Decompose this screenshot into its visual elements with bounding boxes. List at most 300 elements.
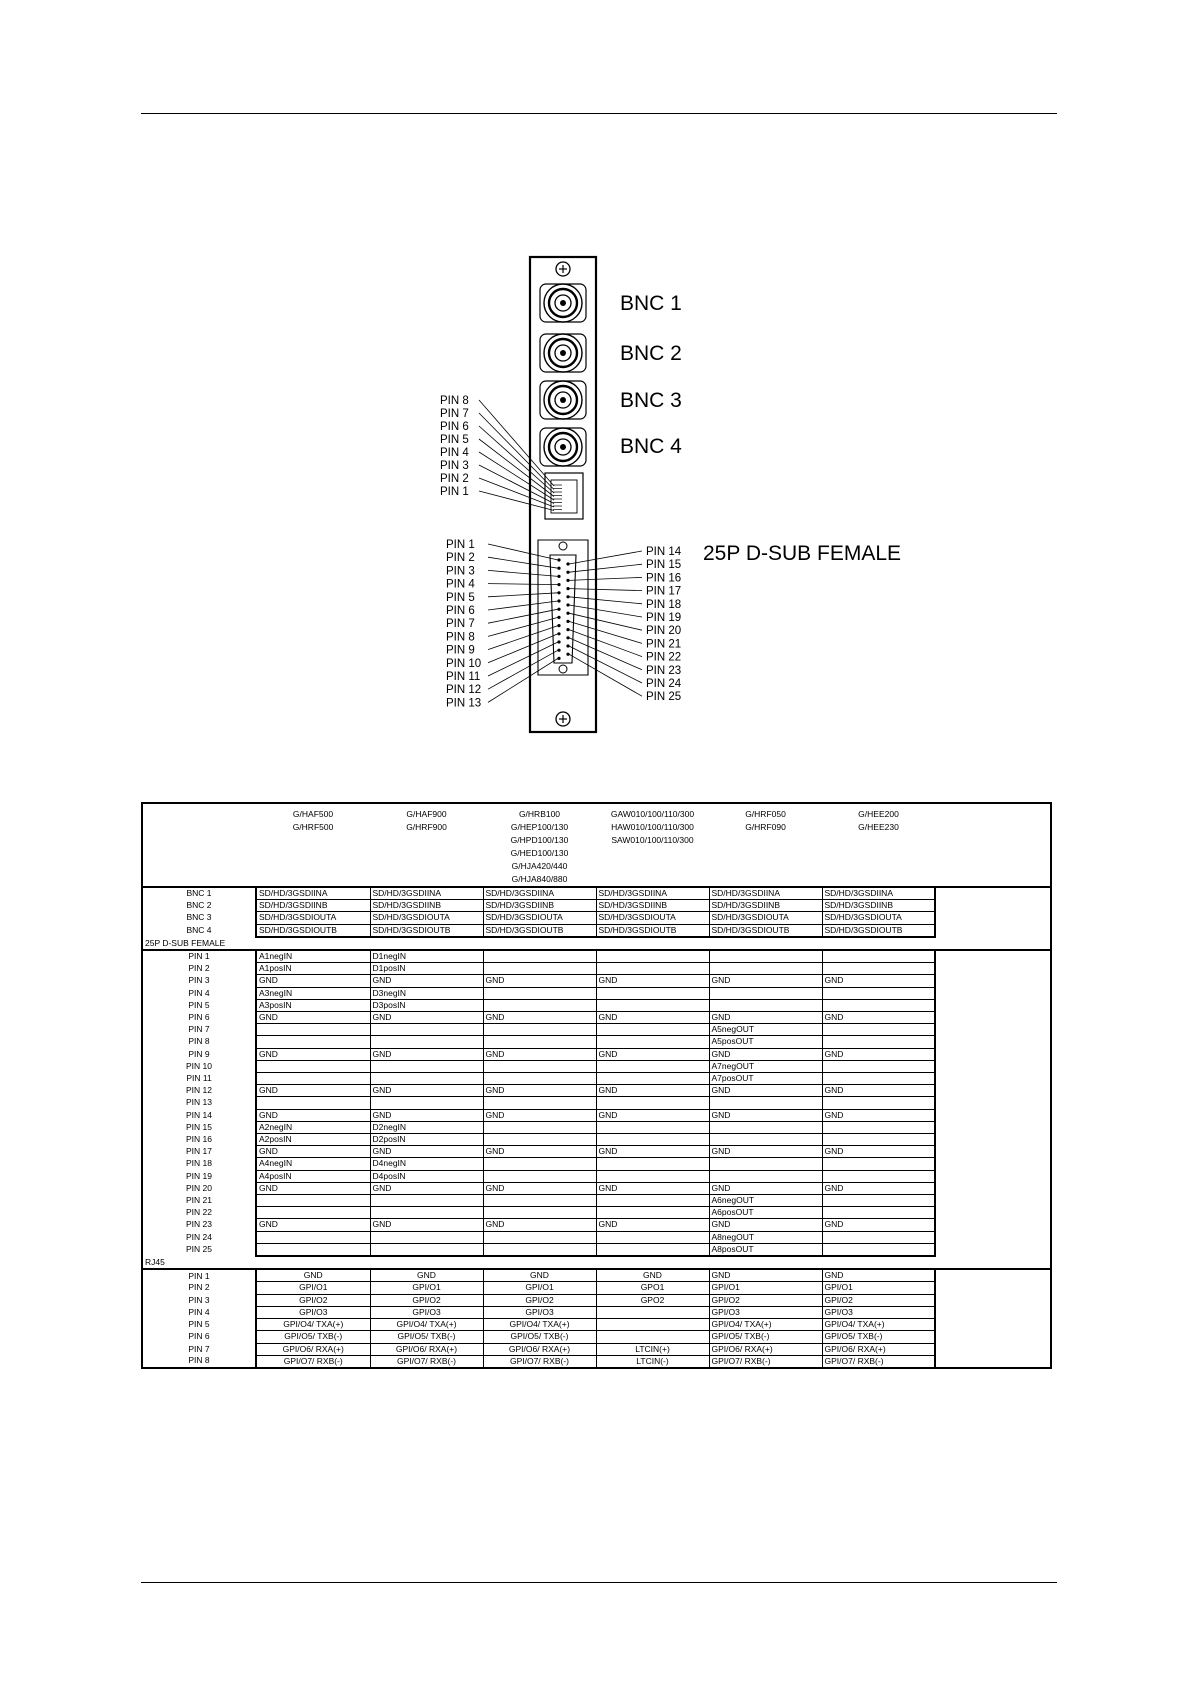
signal-cell: GND: [256, 1219, 370, 1231]
dsub-right-pin-label: PIN 21: [646, 638, 682, 651]
signal-cell: [256, 1231, 370, 1243]
signal-cell: GND: [709, 1012, 822, 1024]
signal-cell: GND: [822, 975, 935, 987]
signal-cell: GND: [483, 1109, 596, 1121]
signal-cell: GND: [822, 1146, 935, 1158]
table-row: [142, 1073, 1051, 1085]
table-row: [142, 1182, 1051, 1194]
signal-cell: [370, 1060, 483, 1072]
bnc-connector-icon: [540, 428, 586, 466]
signal-cell: [822, 1243, 935, 1256]
signal-cell: [822, 1158, 935, 1170]
signal-cell: [596, 1195, 709, 1207]
signal-cell: GND: [483, 1219, 596, 1231]
signal-cell: GND: [370, 1012, 483, 1024]
signal-cell: SD/HD/3GSDIOUTA: [596, 912, 709, 924]
pin-label-cell: PIN 15: [142, 1121, 256, 1133]
model-name: G/HJA420/440: [511, 861, 568, 871]
signal-cell: GND: [709, 1085, 822, 1097]
signal-cell: GPI/O3: [709, 1306, 822, 1318]
model-name: G/HEE200: [858, 809, 899, 819]
pin-label-cell: PIN 23: [142, 1219, 256, 1231]
pin-label-cell: PIN 9: [142, 1048, 256, 1060]
spacer-cell: [935, 1109, 1051, 1121]
dsub-left-pin-label: PIN 4: [446, 578, 475, 591]
pin-label-cell: PIN 2: [142, 1282, 256, 1294]
signal-cell: [483, 1207, 596, 1219]
signal-cell: GND: [709, 1182, 822, 1194]
signal-cell: [822, 950, 935, 963]
signal-cell: GPI/O6/ RXA(+): [256, 1343, 370, 1355]
signal-cell: SD/HD/3GSDIOUTB: [483, 924, 596, 937]
dsub-right-pin-label: PIN 18: [646, 598, 682, 611]
dsub-right-pin-label: PIN 23: [646, 664, 682, 677]
signal-cell: GND: [370, 1048, 483, 1060]
signal-cell: GPI/O6/ RXA(+): [822, 1343, 935, 1355]
signal-cell: A2posIN: [256, 1134, 370, 1146]
pin-label-cell: PIN 14: [142, 1109, 256, 1121]
signal-cell: SD/HD/3GSDIINB: [370, 900, 483, 912]
signal-cell: [483, 1097, 596, 1109]
model-name: G/HED100/130: [510, 848, 569, 858]
pin-label-cell: PIN 20: [142, 1182, 256, 1194]
spacer-cell: [935, 1355, 1051, 1368]
dsub-section-row: [142, 937, 1051, 950]
signal-cell: [596, 987, 709, 999]
signal-cell: SD/HD/3GSDIOUTA: [256, 912, 370, 924]
signal-cell: GND: [256, 1182, 370, 1194]
signal-cell: [483, 1243, 596, 1256]
spacer-cell: [935, 1195, 1051, 1207]
section-label: RJ45: [145, 1257, 165, 1268]
signal-cell: GPI/O4/ TXA(+): [822, 1319, 935, 1331]
pin-label-cell: PIN 6: [142, 1331, 256, 1343]
dsub-right-pin-label: PIN 14: [646, 546, 682, 558]
signal-cell: GND: [822, 1085, 935, 1097]
signal-cell: GPI/O2: [709, 1294, 822, 1306]
dsub-right-pin-label: PIN 19: [646, 612, 682, 624]
table-row: [142, 1109, 1051, 1121]
signal-cell: [256, 1060, 370, 1072]
signal-cell: GND: [370, 1146, 483, 1158]
signal-cell: [596, 1231, 709, 1243]
dsub-left-pin-label: PIN 3: [446, 565, 475, 578]
signal-cell: GND: [256, 1085, 370, 1097]
signal-cell: [483, 1036, 596, 1048]
signal-cell: A4posIN: [256, 1170, 370, 1182]
signal-cell: GND: [596, 1269, 709, 1282]
signal-cell: GND: [483, 1182, 596, 1194]
spacer-cell: [935, 1048, 1051, 1060]
spacer-cell: [935, 1085, 1051, 1097]
pin-label-cell: PIN 16: [142, 1134, 256, 1146]
table-row: [142, 900, 1051, 912]
signal-cell: [483, 1060, 596, 1072]
pin-label-cell: PIN 25: [142, 1243, 256, 1256]
signal-cell: A5posOUT: [709, 1036, 822, 1048]
spacer-cell: [935, 900, 1051, 912]
signal-cell: GPI/O1: [709, 1282, 822, 1294]
signal-cell: A2negIN: [256, 1121, 370, 1133]
signal-cell: [596, 1170, 709, 1182]
signal-cell: SD/HD/3GSDIINB: [596, 900, 709, 912]
signal-cell: A3posIN: [256, 999, 370, 1011]
signal-cell: [256, 1073, 370, 1085]
signal-cell: [483, 1195, 596, 1207]
spacer-cell: [935, 1294, 1051, 1306]
signal-cell: GND: [596, 1182, 709, 1194]
table-row: [142, 1048, 1051, 1060]
table-row: [142, 1319, 1051, 1331]
signal-cell: LTCIN(-): [596, 1355, 709, 1368]
signal-cell: [709, 963, 822, 975]
dsub-left-pin-label: PIN 13: [446, 697, 482, 710]
signal-cell: GND: [256, 1109, 370, 1121]
signal-cell: [596, 1331, 709, 1343]
model-name: G/HRB100: [518, 809, 561, 819]
signal-cell: GPI/O5/ TXB(-): [709, 1331, 822, 1343]
rj45-jack-icon: [545, 473, 583, 519]
rj45-pin-label: PIN 6: [440, 421, 469, 433]
signal-cell: [709, 1158, 822, 1170]
signal-cell: SD/HD/3GSDIOUTB: [596, 924, 709, 937]
signal-cell: GND: [596, 1146, 709, 1158]
table-row: [142, 1282, 1051, 1294]
table-row: [142, 1036, 1051, 1048]
signal-cell: GND: [370, 1085, 483, 1097]
signal-cell: GPI/O2: [483, 1294, 596, 1306]
signal-cell: A1posIN: [256, 963, 370, 975]
dsub-right-pin-label: PIN 17: [646, 585, 682, 598]
signal-cell: GPI/O7/ RXB(-): [483, 1355, 596, 1368]
spacer-cell: [935, 1134, 1051, 1146]
signal-cell: [822, 1036, 935, 1048]
signal-cell: [596, 1121, 709, 1133]
signal-cell: GPI/O3: [256, 1306, 370, 1318]
signal-cell: GPI/O1: [370, 1282, 483, 1294]
signal-cell: [256, 1024, 370, 1036]
pin-label-cell: BNC 2: [142, 900, 256, 912]
signal-cell: GND: [822, 1109, 935, 1121]
spacer-cell: [935, 1306, 1051, 1318]
signal-cell: GND: [370, 1182, 483, 1194]
table-row: [142, 987, 1051, 999]
signal-cell: [709, 1121, 822, 1133]
signal-cell: GPI/O5/ TXB(-): [256, 1331, 370, 1343]
pin-label-cell: PIN 22: [142, 1207, 256, 1219]
signal-cell: GND: [256, 975, 370, 987]
signal-cell: [596, 1097, 709, 1109]
bnc-label: BNC 1: [620, 292, 682, 315]
spacer-cell: [935, 1121, 1051, 1133]
signal-cell: GPI/O5/ TXB(-): [822, 1331, 935, 1343]
spacer-cell: [935, 1073, 1051, 1085]
signal-cell: [483, 1134, 596, 1146]
table-row: [142, 1012, 1051, 1024]
signal-cell: D3posIN: [370, 999, 483, 1011]
pin-label-cell: PIN 4: [142, 987, 256, 999]
spacer-cell: [935, 887, 1051, 900]
signal-cell: [256, 1036, 370, 1048]
table-row: [142, 887, 1051, 900]
model-header-cell: [822, 803, 935, 887]
bnc-label: BNC 4: [620, 435, 682, 458]
signal-cell: [822, 987, 935, 999]
signal-cell: GND: [370, 1109, 483, 1121]
signal-cell: GPI/O7/ RXB(-): [709, 1355, 822, 1368]
signal-cell: GPI/O6/ RXA(+): [709, 1343, 822, 1355]
spacer-cell: [935, 975, 1051, 987]
signal-cell: GND: [596, 1219, 709, 1231]
table-row: [142, 1355, 1051, 1368]
signal-cell: D1negIN: [370, 950, 483, 963]
signal-cell: GND: [596, 975, 709, 987]
table-row: [142, 963, 1051, 975]
signal-cell: [370, 1097, 483, 1109]
model-header-cell: [370, 803, 483, 887]
signal-cell: GND: [256, 1048, 370, 1060]
spacer-cell: [935, 1269, 1051, 1282]
table-row: [142, 1343, 1051, 1355]
signal-cell: [822, 963, 935, 975]
signal-cell: SD/HD/3GSDIINA: [256, 887, 370, 900]
bnc-connector-icon: [540, 334, 586, 372]
signal-cell: SD/HD/3GSDIINA: [370, 887, 483, 900]
spacer-cell: [935, 1024, 1051, 1036]
table-row: [142, 999, 1051, 1011]
signal-cell: [596, 950, 709, 963]
spacer-cell: [935, 1331, 1051, 1343]
signal-cell: [822, 1195, 935, 1207]
table-row: [142, 1146, 1051, 1158]
pin-label-cell: PIN 24: [142, 1231, 256, 1243]
signal-cell: [483, 1170, 596, 1182]
model-header-cell: [709, 803, 822, 887]
signal-cell: GPI/O1: [256, 1282, 370, 1294]
model-name: G/HEP100/130: [510, 822, 569, 832]
signal-cell: SD/HD/3GSDIOUTA: [822, 912, 935, 924]
model-name: G/HRF090: [745, 822, 786, 832]
top-rule: [141, 113, 1057, 114]
signal-cell: GPI/O5/ TXB(-): [370, 1331, 483, 1343]
spacer-cell: [935, 1343, 1051, 1355]
signal-cell: D1posIN: [370, 963, 483, 975]
pin-label-cell: PIN 19: [142, 1170, 256, 1182]
signal-cell: GND: [596, 1048, 709, 1060]
signal-cell: GND: [709, 1146, 822, 1158]
signal-cell: LTCIN(+): [596, 1343, 709, 1355]
dsub-right-pin-label: PIN 15: [646, 559, 682, 572]
section-label: 25P D-SUB FEMALE: [145, 937, 226, 948]
signal-cell: GND: [256, 1012, 370, 1024]
connector-panel-diagram: [420, 255, 940, 735]
signal-cell: GPI/O4/ TXA(+): [370, 1319, 483, 1331]
signal-cell: GND: [822, 1182, 935, 1194]
table-row: [142, 1170, 1051, 1182]
signal-cell: SD/HD/3GSDIOUTA: [483, 912, 596, 924]
model-header-cell: [483, 803, 596, 887]
signal-cell: GPI/O2: [370, 1294, 483, 1306]
spacer-cell: [935, 912, 1051, 924]
signal-cell: [822, 1207, 935, 1219]
signal-cell: D4posIN: [370, 1170, 483, 1182]
table-row: [142, 1024, 1051, 1036]
signal-cell: GPI/O3: [370, 1306, 483, 1318]
model-name: G/HRF050: [745, 809, 786, 819]
header-spacer-cell: [935, 803, 1051, 887]
signal-cell: [370, 1243, 483, 1256]
signal-cell: [709, 999, 822, 1011]
signal-cell: D4negIN: [370, 1158, 483, 1170]
pin-label-cell: PIN 7: [142, 1343, 256, 1355]
pin-label-cell: PIN 7: [142, 1024, 256, 1036]
signal-cell: GPO2: [596, 1294, 709, 1306]
dsub-connector-icon: [538, 540, 588, 675]
dsub-right-pin-label: PIN 24: [646, 678, 682, 690]
signal-cell: [596, 1158, 709, 1170]
pin-label-cell: PIN 4: [142, 1306, 256, 1318]
signal-cell: [370, 1073, 483, 1085]
signal-cell: [596, 1134, 709, 1146]
signal-cell: GND: [483, 1146, 596, 1158]
table-row: [142, 1134, 1051, 1146]
rj45-pin-label: PIN 1: [440, 486, 469, 498]
signal-cell: GND: [483, 975, 596, 987]
pin-label-cell: PIN 21: [142, 1195, 256, 1207]
signal-cell: SD/HD/3GSDIINA: [596, 887, 709, 900]
spacer-cell: [935, 1319, 1051, 1331]
signal-cell: D2negIN: [370, 1121, 483, 1133]
signal-cell: GND: [709, 1109, 822, 1121]
spacer-cell: [935, 950, 1051, 963]
table-row: [142, 1269, 1051, 1282]
signal-cell: GPI/O7/ RXB(-): [370, 1355, 483, 1368]
bnc-connector-icon: [540, 381, 586, 419]
signal-cell: SD/HD/3GSDIOUTA: [370, 912, 483, 924]
signal-cell: SD/HD/3GSDIOUTB: [709, 924, 822, 937]
signal-cell: [370, 1195, 483, 1207]
signal-cell: [483, 1231, 596, 1243]
signal-cell: [822, 1134, 935, 1146]
spacer-cell: [935, 1207, 1051, 1219]
signal-cell: GND: [483, 1048, 596, 1060]
signal-cell: A8posOUT: [709, 1243, 822, 1256]
pin-label-cell: PIN 8: [142, 1036, 256, 1048]
table-row: [142, 1158, 1051, 1170]
signal-cell: SD/HD/3GSDIINB: [709, 900, 822, 912]
signal-cell: [596, 1060, 709, 1072]
dsub-left-pin-label: PIN 6: [446, 605, 475, 617]
signal-cell: GND: [483, 1269, 596, 1282]
signal-cell: [709, 1097, 822, 1109]
signal-cell: GPI/O3: [483, 1306, 596, 1318]
signal-cell: SD/HD/3GSDIOUTB: [256, 924, 370, 937]
signal-cell: [256, 1207, 370, 1219]
spacer-cell: [935, 1158, 1051, 1170]
signal-cell: GND: [483, 1012, 596, 1024]
signal-cell: [370, 1024, 483, 1036]
signal-cell: GND: [370, 1269, 483, 1282]
signal-cell: GND: [822, 1048, 935, 1060]
signal-cell: SD/HD/3GSDIOUTB: [370, 924, 483, 937]
signal-cell: A5negOUT: [709, 1024, 822, 1036]
model-name: G/HRF900: [406, 822, 447, 832]
signal-cell: [822, 999, 935, 1011]
signal-cell: [822, 1170, 935, 1182]
pin-label-cell: PIN 3: [142, 1294, 256, 1306]
model-name: G/HAF500: [292, 809, 334, 819]
signal-cell: [596, 1243, 709, 1256]
signal-cell: A6negOUT: [709, 1195, 822, 1207]
signal-cell: SD/HD/3GSDIINA: [483, 887, 596, 900]
signal-cell: GND: [822, 1219, 935, 1231]
signal-cell: SD/HD/3GSDIOUTA: [709, 912, 822, 924]
signal-cell: GND: [596, 1109, 709, 1121]
signal-cell: [596, 1207, 709, 1219]
model-name: G/HJA840/880: [511, 874, 568, 884]
spacer-cell: [935, 1282, 1051, 1294]
rj45-pin-label: PIN 5: [440, 434, 469, 446]
signal-cell: [483, 999, 596, 1011]
spacer-cell: [935, 924, 1051, 937]
table-row: [142, 1219, 1051, 1231]
signal-cell: SD/HD/3GSDIOUTB: [822, 924, 935, 937]
signal-cell: [596, 1036, 709, 1048]
signal-cell: D3negIN: [370, 987, 483, 999]
spacer-cell: [935, 1012, 1051, 1024]
signal-cell: [822, 1024, 935, 1036]
dsub-title: 25P D-SUB FEMALE: [703, 542, 902, 565]
bnc-connector-icon: [540, 284, 586, 322]
dsub-right-pin-label: PIN 20: [646, 625, 682, 638]
table-row: [142, 1085, 1051, 1097]
signal-cell: [256, 1097, 370, 1109]
signal-cell: GND: [822, 1269, 935, 1282]
rj45-pin-label: PIN 2: [440, 473, 469, 485]
signal-cell: SD/HD/3GSDIINB: [483, 900, 596, 912]
table-row: [142, 924, 1051, 937]
table-row: [142, 912, 1051, 924]
spacer-cell: [935, 1097, 1051, 1109]
pin-label-cell: PIN 8: [142, 1355, 256, 1368]
pin-label-cell: PIN 1: [142, 1269, 256, 1282]
dsub-left-pin-label: PIN 11: [446, 671, 481, 683]
signal-cell: GND: [370, 1219, 483, 1231]
signal-cell: [596, 1306, 709, 1318]
signal-cell: [370, 1231, 483, 1243]
pin-label-cell: BNC 3: [142, 912, 256, 924]
model-header-cell: [256, 803, 370, 887]
signal-cell: GND: [483, 1085, 596, 1097]
table-row: [142, 1207, 1051, 1219]
signal-cell: SD/HD/3GSDIINA: [822, 887, 935, 900]
signal-cell: GPI/O7/ RXB(-): [256, 1355, 370, 1368]
signal-cell: GND: [596, 1012, 709, 1024]
model-name: GAW010/100/110/300: [610, 809, 695, 819]
pin-label-cell: BNC 1: [142, 887, 256, 900]
signal-cell: [596, 1319, 709, 1331]
signal-cell: [822, 1231, 935, 1243]
signal-cell: [709, 1170, 822, 1182]
bnc-label: BNC 2: [620, 342, 682, 365]
pin-label-cell: PIN 12: [142, 1085, 256, 1097]
table-row: [142, 1243, 1051, 1256]
signal-cell: SD/HD/3GSDIINB: [256, 900, 370, 912]
signal-cell: [370, 1207, 483, 1219]
signal-cell: [822, 1097, 935, 1109]
pin-label-cell: PIN 5: [142, 999, 256, 1011]
dsub-left-pin-label: PIN 9: [446, 644, 475, 657]
